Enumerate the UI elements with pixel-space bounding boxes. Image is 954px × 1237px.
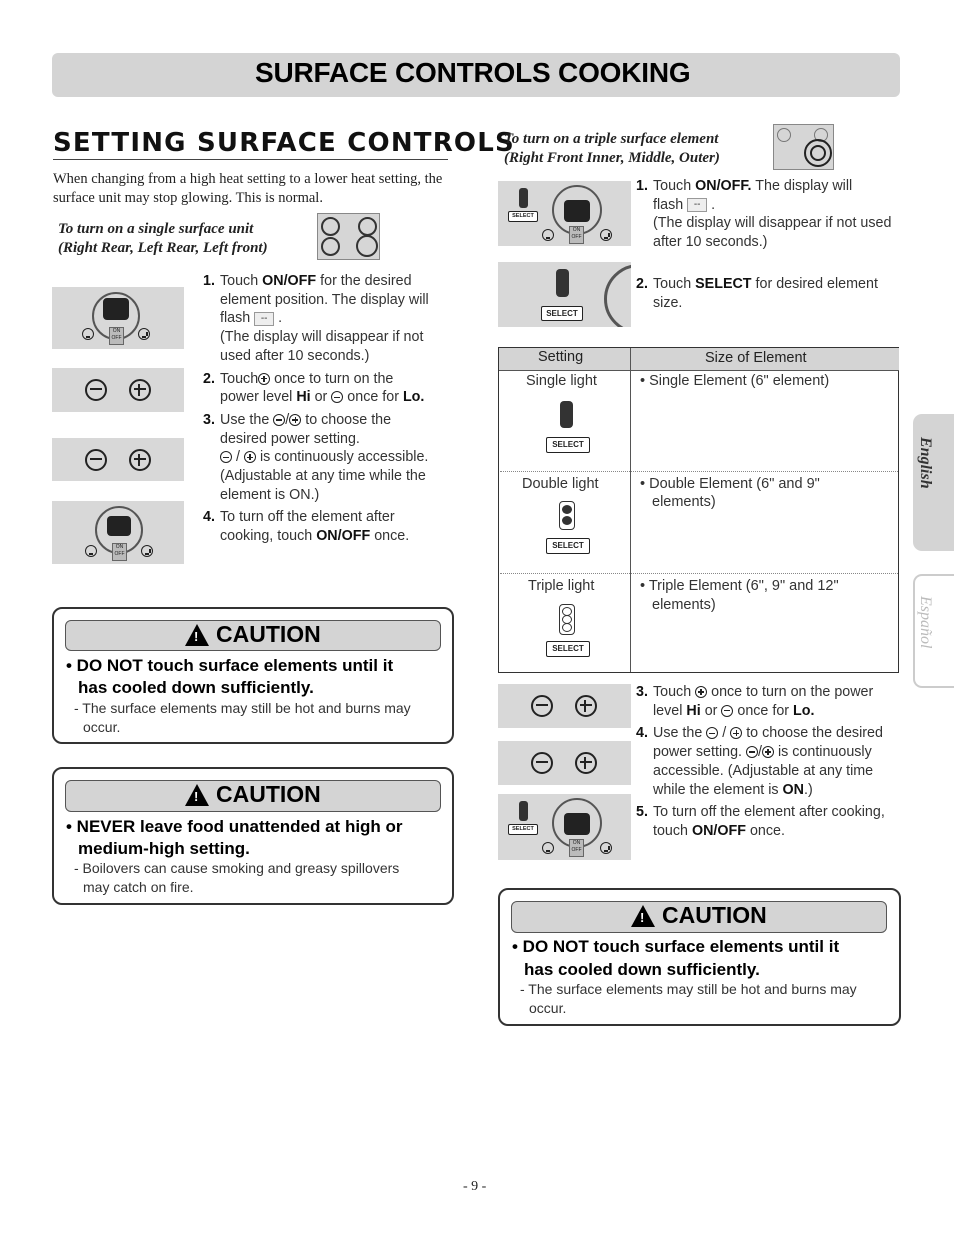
warning-icon bbox=[185, 624, 209, 646]
single-steps bbox=[203, 272, 453, 546]
triple-steps-top bbox=[636, 177, 906, 312]
minus-icon bbox=[82, 328, 94, 340]
plus-icon bbox=[762, 746, 774, 758]
single-step-1: 1. Touch ON/OFF for the desired element position. The display will flash -- . (The display will disappear if not used after 10 seconds.) bbox=[203, 273, 429, 364]
control-panel-minus-plus-image bbox=[52, 438, 184, 481]
select-button-icon: SELECT bbox=[546, 641, 590, 657]
caution-2-note-line1: - Boilovers can cause smoking and greasy spillovers bbox=[74, 860, 400, 876]
single-step-3: 3. Use the / to choose the desired power setting. / is continuously accessible. (Adjustable at any time while the element is ON.) bbox=[203, 411, 429, 503]
onoff-key-icon: ON OFF bbox=[569, 226, 584, 244]
triple-heading-line2: (Right Front Inner, Middle, Outer) bbox=[504, 150, 720, 166]
minus-icon bbox=[220, 451, 232, 463]
minus-icon bbox=[331, 391, 343, 403]
tab-english-label[interactable]: English bbox=[917, 437, 934, 489]
page-number: - 9 - bbox=[463, 1179, 487, 1194]
minus-icon bbox=[542, 842, 554, 854]
section-rule bbox=[53, 159, 448, 160]
plus-icon bbox=[138, 328, 150, 340]
flash-display-icon: -- bbox=[254, 312, 274, 326]
warning-icon bbox=[185, 784, 209, 806]
onoff-key-icon: ON OFF bbox=[109, 327, 124, 345]
table-cell-size-cont: elements) bbox=[652, 597, 716, 613]
caution-2-bullet-line1: • NEVER leave food unattended at high or bbox=[66, 817, 403, 836]
minus-icon bbox=[746, 746, 758, 758]
select-button-icon: SELECT bbox=[541, 306, 583, 321]
select-button-icon: SELECT bbox=[546, 538, 590, 554]
triple-steps-bottom bbox=[636, 683, 911, 841]
table-cell-size: • Double Element (6" and 9" bbox=[640, 476, 820, 492]
minus-icon bbox=[273, 414, 285, 426]
onoff-key-icon: ON OFF bbox=[112, 543, 127, 561]
table-header-size: Size of Element bbox=[705, 350, 807, 366]
flash-display-icon: -- bbox=[687, 198, 707, 212]
single-step-2: 2. Touch once to turn on the power level Hi or once for Lo. bbox=[203, 370, 425, 406]
triple-control-plus-image bbox=[498, 684, 631, 728]
table-cell-setting: Triple light bbox=[528, 578, 595, 594]
control-panel-plus-image bbox=[52, 368, 184, 412]
minus-icon bbox=[531, 752, 553, 774]
table-header-setting: Setting bbox=[538, 349, 584, 365]
caution-label-2: CAUTION bbox=[216, 781, 321, 807]
plus-icon bbox=[575, 695, 597, 717]
control-panel-onoff-image bbox=[52, 287, 184, 349]
plus-icon bbox=[244, 451, 256, 463]
triple-control-minus-plus-image bbox=[498, 741, 631, 785]
triple-control-select-image bbox=[498, 262, 631, 327]
caution-1-bullet-line2: has cooled down sufficiently. bbox=[78, 678, 314, 697]
caution-1-note-line2: occur. bbox=[83, 719, 121, 735]
caution-3-bullet-line1: • DO NOT touch surface elements until it bbox=[512, 937, 840, 956]
minus-icon bbox=[85, 545, 97, 557]
plus-icon bbox=[141, 545, 153, 557]
minus-icon bbox=[85, 449, 107, 471]
caution-2-bullet-line2: medium-high setting. bbox=[78, 839, 250, 858]
single-step-4: 4. To turn off the element after cooking, touch ON/OFF once. bbox=[203, 509, 410, 545]
single-heading-line2: (Right Rear, Left Rear, Left front) bbox=[58, 240, 268, 256]
plus-icon bbox=[600, 842, 612, 854]
table-cell-setting: Double light bbox=[522, 476, 599, 492]
cooktop-four-burner-icon bbox=[317, 213, 380, 260]
caution-3-bullet-line2: has cooled down sufficiently. bbox=[524, 960, 760, 979]
plus-icon bbox=[730, 727, 742, 739]
select-button-icon: SELECT bbox=[508, 211, 538, 222]
triple-control-onoff-image bbox=[498, 181, 631, 246]
single-heading-line1: To turn on a single surface unit bbox=[58, 221, 254, 237]
minus-icon bbox=[706, 727, 718, 739]
caution-label-3: CAUTION bbox=[662, 902, 767, 928]
plus-icon bbox=[289, 414, 301, 426]
minus-icon bbox=[721, 705, 733, 717]
caution-2-note-line2: may catch on fire. bbox=[83, 879, 194, 895]
plus-icon bbox=[129, 379, 151, 401]
cooktop-triple-element-icon bbox=[773, 124, 834, 170]
plus-icon bbox=[258, 373, 270, 385]
minus-icon bbox=[531, 695, 553, 717]
onoff-key-icon: ON OFF bbox=[569, 839, 584, 857]
plus-icon bbox=[129, 449, 151, 471]
warning-icon bbox=[631, 905, 655, 927]
triple-step-5: 5. To turn off the element after cooking, touch ON/OFF once. bbox=[636, 804, 885, 839]
table-cell-size: • Triple Element (6", 9" and 12" bbox=[640, 578, 839, 594]
tab-espanol-label[interactable]: Español bbox=[917, 596, 934, 649]
table-cell-size-cont: elements) bbox=[652, 494, 716, 510]
plus-icon bbox=[575, 752, 597, 774]
triple-step-2: 2. Touch SELECT for desired element size. bbox=[636, 275, 878, 311]
section-title: SETTING SURFACE CONTROLS bbox=[53, 128, 515, 158]
single-light-indicator-icon bbox=[560, 401, 573, 428]
double-light-indicator-icon bbox=[559, 501, 575, 530]
intro-text: When changing from a high heat setting to a lower heat setting, the surface unit may stop glowing. This is normal. bbox=[53, 171, 443, 206]
caution-1-bullet-line1: • DO NOT touch surface elements until it bbox=[66, 656, 394, 675]
minus-icon bbox=[85, 379, 107, 401]
triple-step-3: 3. Touch once to turn on the power level Hi or once for Lo. bbox=[636, 684, 874, 719]
plus-icon bbox=[695, 686, 707, 698]
plus-icon bbox=[600, 229, 612, 241]
select-button-icon: SELECT bbox=[546, 437, 590, 453]
select-button-icon: SELECT bbox=[508, 824, 538, 835]
table-cell-size: • Single Element (6" element) bbox=[640, 373, 830, 389]
minus-icon bbox=[542, 229, 554, 241]
caution-label-1: CAUTION bbox=[216, 621, 321, 647]
caution-3-note-line2: occur. bbox=[529, 1000, 567, 1016]
triple-heading-line1: To turn on a triple surface element bbox=[504, 131, 719, 147]
table-cell-setting: Single light bbox=[526, 373, 597, 389]
control-panel-off-image bbox=[52, 501, 184, 564]
caution-3-note-line1: - The surface elements may still be hot and burns may bbox=[520, 981, 857, 997]
triple-control-off-image bbox=[498, 794, 631, 860]
caution-1-note-line1: - The surface elements may still be hot and burns may bbox=[74, 700, 411, 716]
table-column-divider bbox=[630, 348, 631, 672]
triple-step-1: 1. Touch ON/OFF. The display will flash -- . (The display will disappear if not used after 10 seconds.) bbox=[636, 178, 892, 251]
table-row-divider bbox=[500, 471, 898, 472]
page-title: SURFACE CONTROLS COOKING bbox=[255, 57, 691, 88]
table-row-divider bbox=[500, 573, 898, 574]
triple-light-indicator-icon bbox=[559, 604, 575, 635]
triple-step-4: 4. Use the / to choose the desired power setting. / is continuously accessible. (Adjustable at any time while the element is ON.) bbox=[636, 725, 883, 798]
